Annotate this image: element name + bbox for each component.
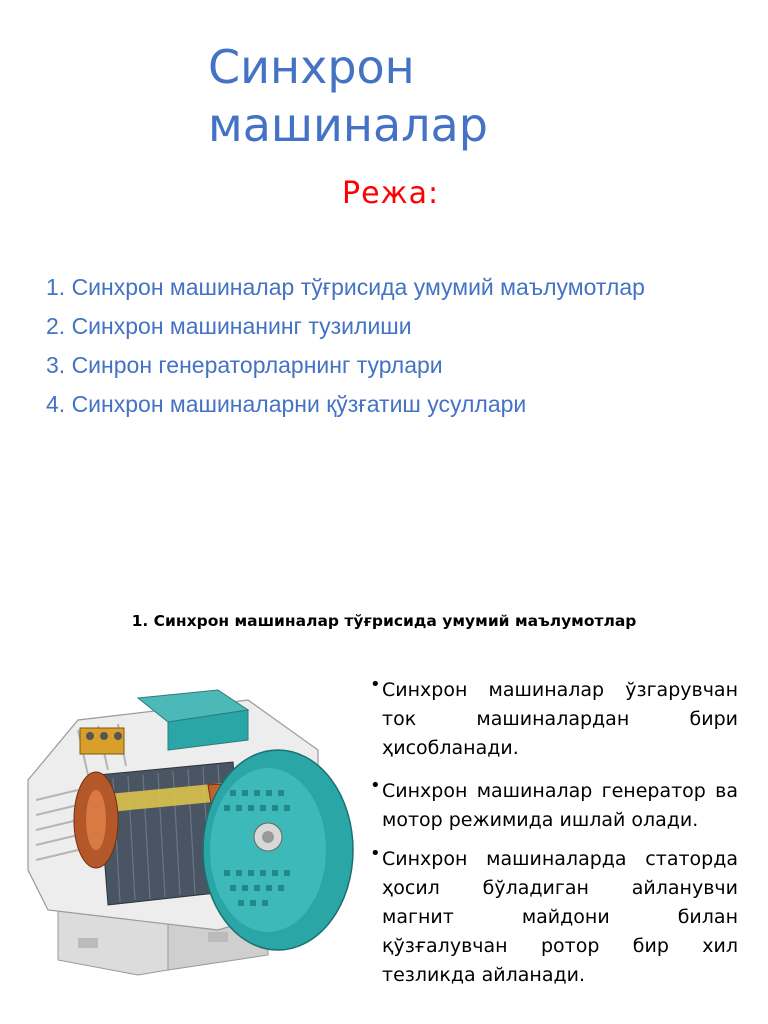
motor-illustration	[18, 670, 358, 990]
bullet-dot-icon: •	[370, 674, 381, 695]
plan-list	[46, 268, 645, 424]
slide-title-line-2: машиналар	[208, 98, 488, 152]
synchronous-motor-icon	[18, 670, 358, 990]
plan-heading: Режа:	[342, 176, 440, 211]
plan-item: 1. Синхрон машиналар тўғрисида умумий маълумотлар	[46, 274, 645, 300]
bullet-item: • Синхрон машиналарда статорда ҳосил бўладиган айланувчи магнит майдони билан қўзғалувчан ротор бир хил тезликда айланади.	[372, 845, 738, 990]
plan-item: 3. Синрон генераторларнинг турлари	[46, 352, 443, 378]
plan-item: 2. Синхрон машинанинг тузилиши	[46, 313, 412, 339]
plan-item: 4. Синхрон машиналарни қўзғатиш усуллари	[46, 391, 527, 417]
section-heading: 1. Синхрон машиналар тўғрисида умумий маълумотлар	[131, 612, 637, 630]
slide-title	[208, 38, 528, 154]
bullet-dot-icon: •	[370, 775, 381, 796]
bullet-list	[372, 676, 738, 1000]
bullet-item: • Синхрон машиналар ўзгарувчан ток машиналардан бири ҳисобланади.	[372, 676, 738, 763]
bullet-dot-icon: •	[370, 843, 381, 864]
bullet-item: • Синхрон машиналар генератор ва мотор режимида ишлай олади.	[372, 777, 738, 835]
slide-title-line-1: Синхрон	[208, 40, 415, 94]
